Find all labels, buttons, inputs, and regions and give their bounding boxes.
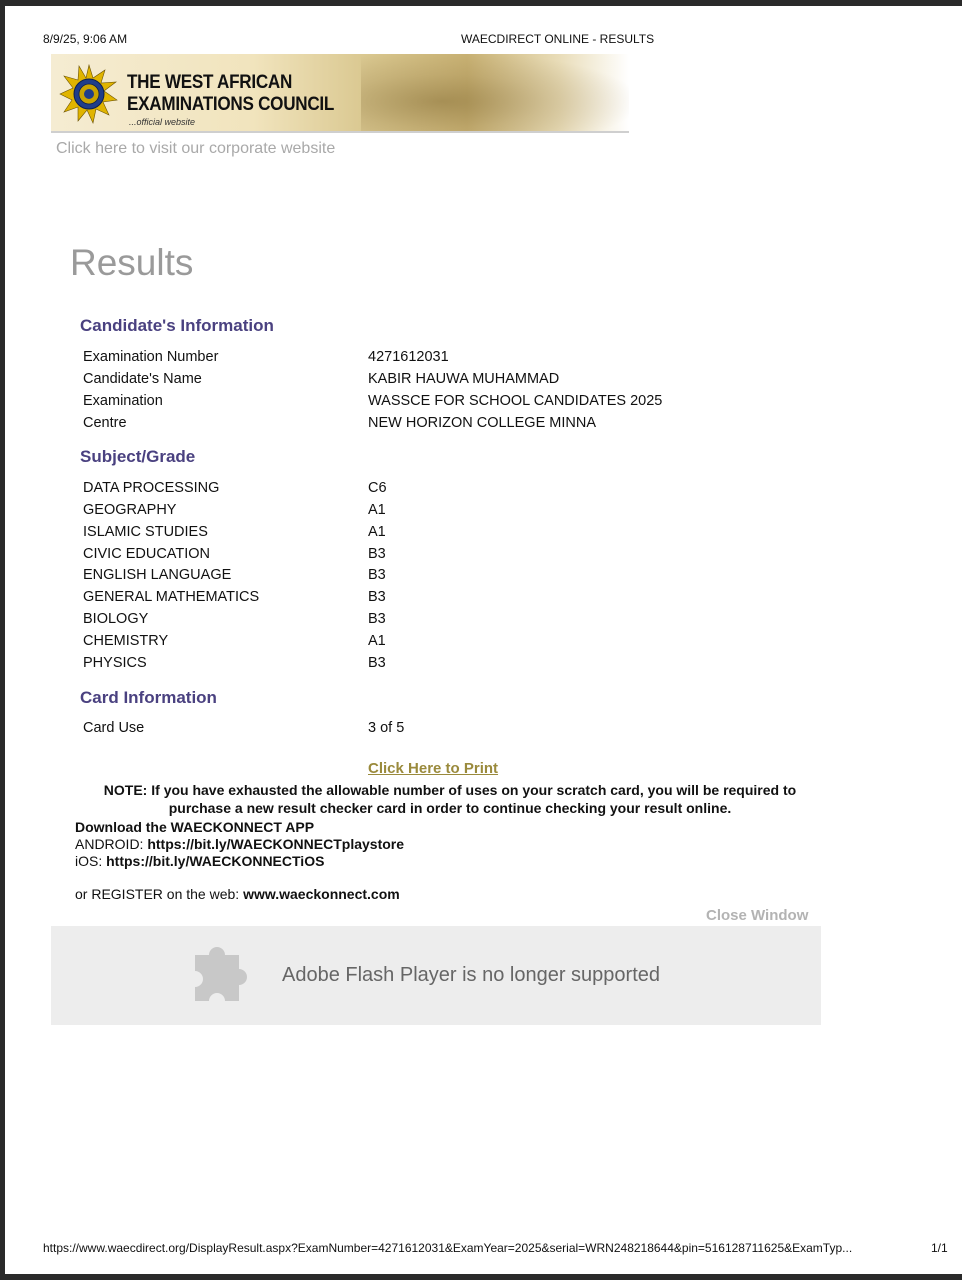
subject-row xyxy=(83,655,783,675)
subject-grade: B3 xyxy=(368,567,386,583)
subject-grade: A1 xyxy=(368,502,386,518)
info-row-centre xyxy=(83,415,783,435)
subject-row xyxy=(83,633,783,653)
subject-grade: C6 xyxy=(368,480,387,496)
banner-photo xyxy=(361,54,629,133)
puzzle-icon xyxy=(191,941,259,1009)
scratch-card-note xyxy=(75,781,825,817)
subject-name: GENERAL MATHEMATICS xyxy=(83,589,260,605)
org-name-line1: THE WEST AFRICAN xyxy=(127,72,293,93)
subject-row xyxy=(83,480,783,500)
info-value: KABIR HAUWA MUHAMMAD xyxy=(368,371,560,387)
subject-row xyxy=(83,611,783,631)
banner-tagline: ...official website xyxy=(129,117,196,127)
print-title: WAECDIRECT ONLINE - RESULTS xyxy=(461,32,655,46)
flash-message: Adobe Flash Player is no longer supported xyxy=(282,964,661,986)
subject-grade: B3 xyxy=(368,589,386,605)
card-use-value: 3 of 5 xyxy=(368,720,405,736)
note-text: If you have exhausted the allowable number of uses on your scratch card, you will be required to purchase a new result checker card in order to continue checking your result online. xyxy=(151,782,797,816)
subject-row xyxy=(83,524,783,544)
info-label: Candidate's Name xyxy=(83,371,202,387)
subject-name: PHYSICS xyxy=(83,655,147,671)
app-download-block xyxy=(75,819,404,870)
info-label: Centre xyxy=(83,415,127,431)
info-label: Examination xyxy=(83,393,163,409)
waec-banner[interactable] xyxy=(51,54,629,133)
subject-row xyxy=(83,567,783,587)
print-link[interactable]: Click Here to Print xyxy=(368,760,499,777)
subject-name: DATA PROCESSING xyxy=(83,480,220,496)
subject-name: GEOGRAPHY xyxy=(83,502,177,518)
register-line xyxy=(75,886,400,902)
ios-label: iOS: xyxy=(75,853,103,869)
note-label: NOTE: xyxy=(103,782,148,798)
ios-link[interactable]: https://bit.ly/WAECKONNECTiOS xyxy=(106,853,325,869)
candidate-info-heading: Candidate's Information xyxy=(80,316,274,335)
print-footer-url: https://www.waecdirect.org/DisplayResult.aspx?ExamNumber=4271612031&ExamYear=2025&serial=WRN248218644&pin=516128711625&ExamTyp... xyxy=(43,1241,853,1255)
info-row-exam-number xyxy=(83,349,783,369)
print-page xyxy=(5,6,962,1274)
card-use-label: Card Use xyxy=(83,720,145,736)
subject-row xyxy=(83,546,783,566)
close-window-link[interactable]: Close Window xyxy=(706,907,809,924)
flash-plugin-placeholder xyxy=(51,926,821,1025)
subject-row xyxy=(83,589,783,609)
subject-name: CIVIC EDUCATION xyxy=(83,546,211,562)
info-row-examination xyxy=(83,393,783,413)
android-line xyxy=(75,836,404,853)
subject-grade: A1 xyxy=(368,524,386,540)
card-info-heading: Card Information xyxy=(80,688,217,707)
info-value: 4271612031 xyxy=(368,349,449,365)
info-value: WASSCE FOR SCHOOL CANDIDATES 2025 xyxy=(368,393,663,409)
info-value: NEW HORIZON COLLEGE MINNA xyxy=(368,415,596,431)
subject-grade: A1 xyxy=(368,633,386,649)
android-label: ANDROID: xyxy=(75,836,144,852)
android-link[interactable]: https://bit.ly/WAECKONNECTplaystore xyxy=(147,836,405,852)
subject-grade: B3 xyxy=(368,546,386,562)
card-use-row xyxy=(83,720,783,740)
page-title: Results xyxy=(70,242,194,283)
subject-name: ISLAMIC STUDIES xyxy=(83,524,208,540)
print-page-number: 1/1 xyxy=(931,1241,948,1255)
print-date: 8/9/25, 9:06 AM xyxy=(43,32,128,46)
subject-grade: B3 xyxy=(368,655,386,671)
register-link[interactable]: www.waeckonnect.com xyxy=(243,886,400,902)
info-label: Examination Number xyxy=(83,349,219,365)
register-label: or REGISTER on the web: xyxy=(75,886,240,902)
subject-name: BIOLOGY xyxy=(83,611,149,627)
corporate-website-link[interactable]: Click here to visit our corporate website xyxy=(56,140,336,157)
subject-grade-heading: Subject/Grade xyxy=(80,447,196,466)
subject-name: ENGLISH LANGUAGE xyxy=(83,567,232,583)
ios-line xyxy=(75,853,404,870)
subject-row xyxy=(83,502,783,522)
waec-seal-icon xyxy=(59,64,119,124)
subject-name: CHEMISTRY xyxy=(83,633,169,649)
app-heading: Download the WAECKONNECT APP xyxy=(75,819,315,835)
info-row-candidate-name xyxy=(83,371,783,391)
subject-grade: B3 xyxy=(368,611,386,627)
org-name-line2: EXAMINATIONS COUNCIL xyxy=(127,94,335,115)
